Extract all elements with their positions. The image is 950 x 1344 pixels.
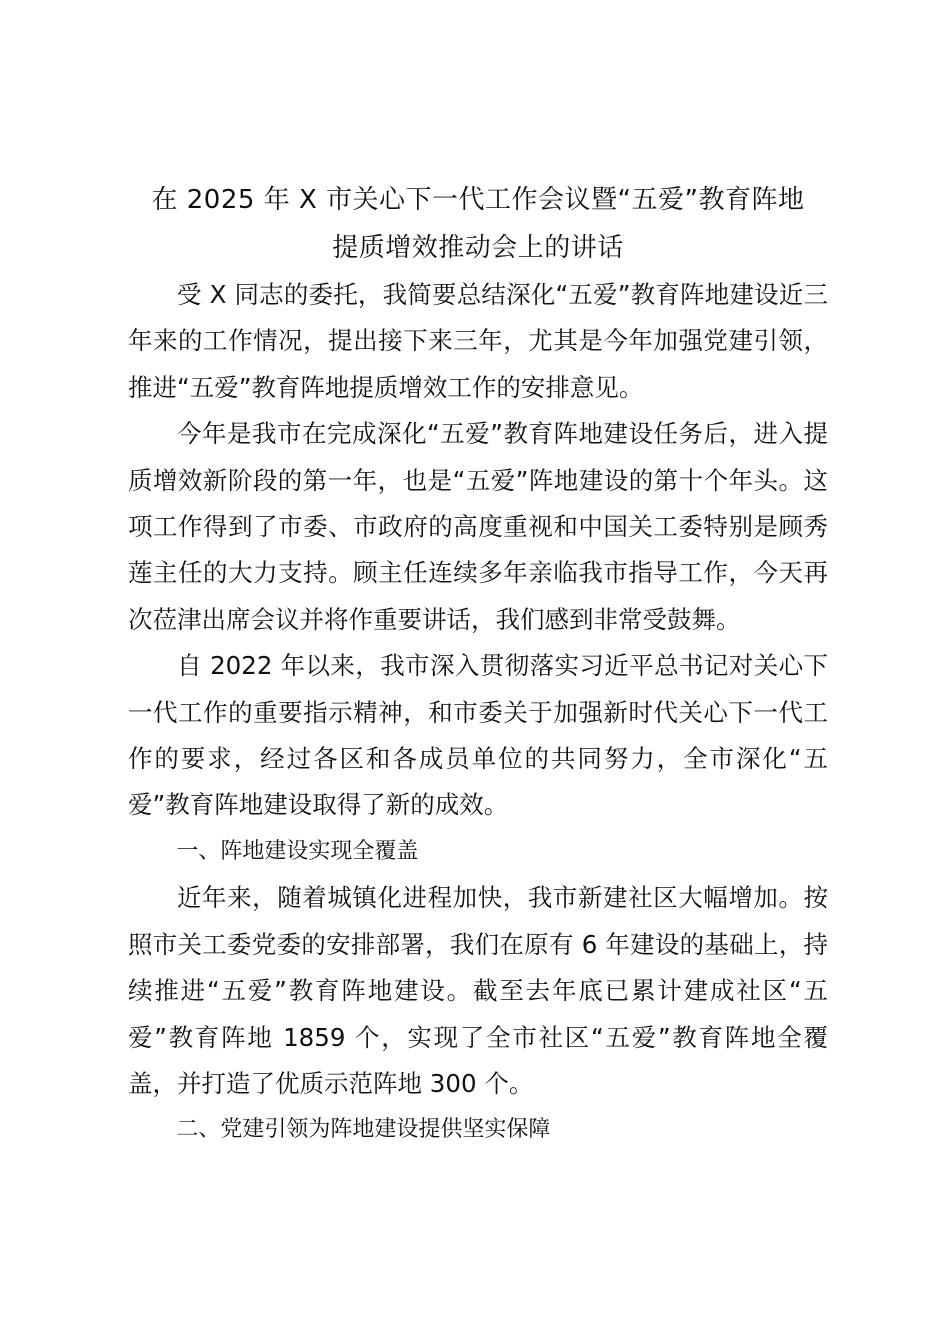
document-title [128,176,828,272]
document-page [128,176,828,1154]
title-line-1: 在 2025 年 X 市关心下一代工作会议暨“五爱”教育阵地 [151,185,805,215]
title-line-2: 提质增效推动会上的讲话 [332,233,624,263]
paragraph-intro: 受 X 同志的委托，我简要总结深化“五爱”教育阵地建设近三年来的工作情况，提出接下来三年，尤其是今年加强党建引领，推进“五爱”教育阵地提质增效工作的安排意见。 [128,280,828,402]
section-heading-2: 二、党建引领为阵地建设提供坚实保障 [176,1117,551,1143]
paragraph-section-1: 近年来，随着城镇化进程加快，我市新建社区大幅增加。按照市关工委党委的安排部署，我们在原有 6 年建设的基础上，持续推进“五爱”教育阵地建设。截至去年底已累计建成社区“五爱”教育阵地 1859 个，实现了全市社区“五爱”教育阵地全覆盖，并打造了优质示范阵地 300 个。 [128,883,828,1098]
paragraph-background: 今年是我市在完成深化“五爱”教育阵地建设任务后，进入提质增效新阶段的第一年，也是“五爱”阵地建设的第十个年头。这项工作得到了市委、市政府的高度重视和中国关工委特别是顾秀莲主任的大力支持。顾主任连续多年亲临我市指导工作，今天再次莅津出席会议并将作重要讲话，我们感到非常受鼓舞。 [128,419,828,634]
section-heading-1: 一、阵地建设实现全覆盖 [176,838,419,864]
paragraph-achievements: 自 2022 年以来，我市深入贯彻落实习近平总书记对关心下一代工作的重要指示精神，和市委关于加强新时代关心下一代工作的要求，经过各区和各成员单位的共同努力，全市深化“五爱”教育阵地建设取得了新的成效。 [128,651,828,820]
